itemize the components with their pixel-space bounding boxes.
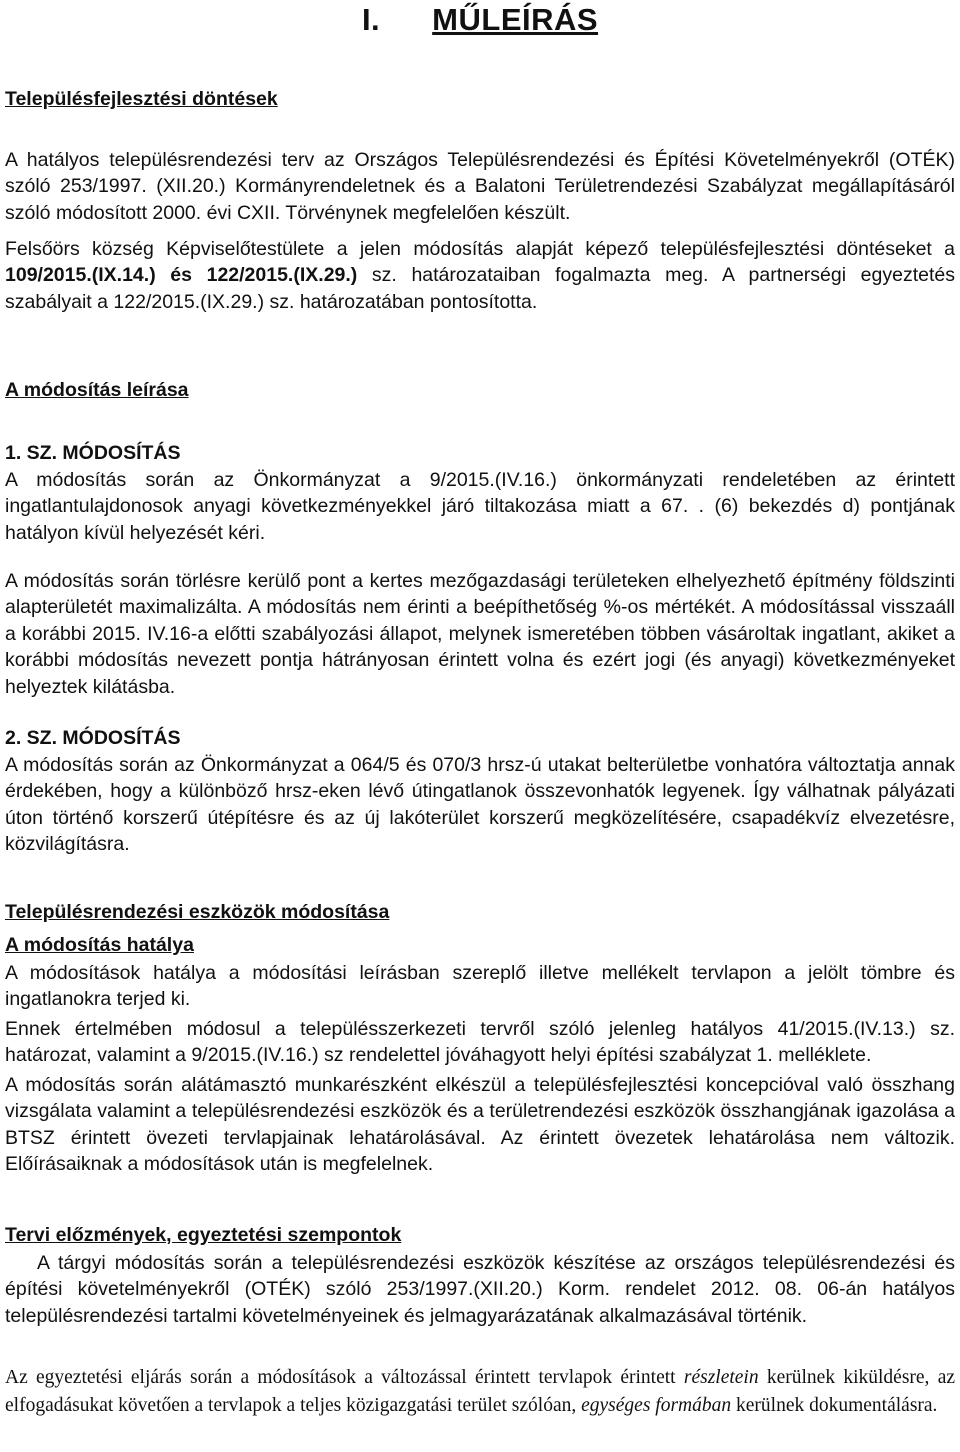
paragraph-modification-1a: A módosítás során az Önkormányzat a 9/2015.(IV.16.) önkormányzati rendeletében az érintett ingatlantulajdonosok anyagi következményekkel járó tiltakozása miatt a 67. . (6) bekezdés d) pontjának hatályon kívül helyezését kéri. (5, 469, 955, 544)
text-segment: kerülnek kiküldésre, az elfogadásukat követően a tervlapok a teljes közigazgatási terület szólóan, (5, 1367, 956, 1416)
paragraph-elozmenyek (5, 1250, 955, 1329)
italic-term: egységes formában (581, 1394, 732, 1416)
paragraph-egyeztetesi-eljaras (5, 1364, 955, 1419)
heading-eszkozok-modositasa: Településrendezési eszközök módosítása (5, 901, 390, 923)
text-segment: sz. határozataiban fogalmazta meg. A partnerségi egyeztetés szabályait a 122/2015.(IX.29.) sz. határozatában pontosította. (5, 264, 955, 313)
paragraph-kepviselotestulet (5, 236, 955, 315)
text-segment: Az egyeztetési eljárás során a módosítások a változással érintett tervlapok érintett (5, 1367, 684, 1388)
title-text: MŰLEÍRÁS (432, 2, 599, 37)
italic-term: részletein (683, 1367, 759, 1388)
modification-2-title: 2. SZ. MÓDOSÍTÁS (5, 727, 181, 749)
heading-tervi-elozmenyek: Tervi előzmények, egyeztetési szempontok (5, 1224, 402, 1246)
paragraph-hatalya-2: Ennek értelmében módosul a településszerkezeti tervről szóló jelenleg hatályos 41/2015.(IV.13.) sz. határozat, valamint a 9/2015.(IV.16.) sz rendelettel jóváhagyott helyi építési szabályzat 1. melléklete. (5, 1018, 955, 1067)
heading-telepulesfejlesztesi: Településfejlesztési döntések (5, 88, 278, 110)
paragraph-hatalya-3: A módosítás során alátámasztó munkarészként elkészül a településfejlesztési koncepcióval való összhang vizsgálata valamint a településrendezési eszközök és a területrendezési eszközök összhangjának igazolása a BTSZ érintett övezeti tervlapjainak lehatárolásával. Az érintett övezetek lehatárolása nem változik. Előírásaiknak a módosítások után is megfelelnek. (5, 1074, 955, 1176)
heading-modositas-hatalya: A módosítás hatálya (5, 934, 194, 956)
paragraph-hatalya-1: A módosítások hatálya a módosítási leírásban szereplő illetve mellékelt tervlapon a jelölt tömbre és ingatlanokra terjed ki. (5, 962, 955, 1011)
text-segment: Felsőörs község Képviselőtestülete a jelen módosítás alapját képező településfejlesztési döntéseket a (5, 238, 955, 260)
paragraph-hatalyos-terv: A hatályos településrendezési terv az Országos Településrendezési és Építési Követelményekről (OTÉK) szóló 253/1997. (XII.20.) Kormányrendeletnek és a Balatoni Területrendezési Szabályzat megállapításáról szóló módosított 2000. évi CXII. Törvénynek megfelelően készült. (5, 149, 955, 224)
text-segment: A tárgyi módosítás során a településrendezési eszközök készítése az országos településrendezési és építési követelményekről (OTÉK) szóló 253/1997.(XII.20.) Korm. rendelet 2012. 08. 06-án hatályos településrendezési tartalmi követelményeinek és jelmagyarázatának alkalmazásával történik. (5, 1252, 955, 1327)
heading-modositas-leirasa: A módosítás leírása (5, 379, 189, 401)
paragraph-modification-2: A módosítás során az Önkormányzat a 064/5 és 070/3 hrsz-ú utakat belterületbe vonhatóra változtatja annak érdekében, hogy a különböző hrsz-eken lévő útingatlanok összevonhatók legyenek. Így válhatnak pályázati úton történő korszerű útépítésre és az új lakóterület korszerű megközelítésére, csapadékvíz elvezetésre, közvilágításra. (5, 754, 955, 856)
paragraph-modification-1b: A módosítás során törlésre kerülő pont a kertes mezőgazdasági területeken elhelyezhető építmény földszinti alapterületét maximalizálta. A módosítás nem érinti a beépíthetőség %-os mértékét. A módosítással visszaáll a korábbi 2015. IV.16-a előtti szabályozási állapot, melynek ismeretében többen vásároltak ingatlant, akiket a korábbi módosítás nevezett pontja hátrányosan érintett volna és ezért jogi (és anyagi) következményeket helyeztek kilátásba. (5, 570, 955, 698)
text-segment: kerülnek dokumentálásra. (731, 1394, 938, 1416)
bold-resolution-numbers: 109/2015.(IX.14.) és 122/2015.(IX.29.) (5, 264, 358, 287)
modification-1-title: 1. SZ. MÓDOSÍTÁS (5, 442, 181, 464)
document-title (0, 2, 960, 38)
title-number: I. (361, 2, 381, 37)
